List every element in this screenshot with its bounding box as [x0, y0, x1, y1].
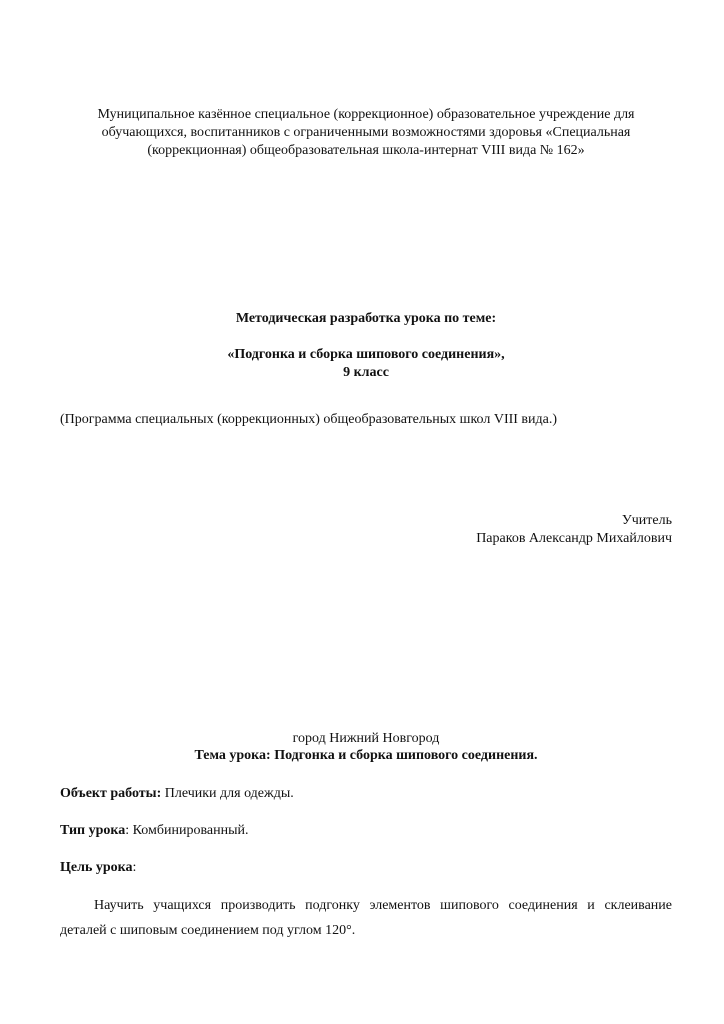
lesson-type-value: : Комбинированный. — [125, 823, 249, 838]
program-note — [60, 411, 672, 429]
goal-line-1 — [60, 893, 672, 918]
teacher-block — [60, 512, 672, 548]
city-text: город Нижний Новгород — [292, 731, 440, 746]
object-label: Объект работы: — [60, 786, 162, 801]
institution-line-2: обучающихся, воспитанников с ограниченными возможностями здоровья «Специальная — [101, 125, 631, 140]
institution-name — [60, 106, 672, 160]
object-value: Плечики для одежды. — [161, 786, 294, 801]
goal-line-2: деталей с шиповым соединением под углом 120°. — [60, 923, 356, 938]
teacher-name: Параков Александр Михайлович — [476, 531, 672, 546]
goal-colon: : — [132, 860, 137, 875]
city — [60, 730, 672, 748]
lesson-topic — [60, 747, 672, 765]
institution-line-1: Муниципальное казённое специальное (коррекционное) образовательное учреждение для — [97, 107, 635, 122]
title-topic-text: «Подгонка и сборка шипового соединения», — [227, 347, 505, 362]
title-grade-text: 9 класс — [343, 365, 389, 380]
lesson-type-label: Тип урока — [60, 823, 126, 838]
lesson-topic-text: Тема урока: Подгонка и сборка шипового соединения. — [194, 748, 538, 763]
object-row — [60, 785, 672, 803]
goal-line-1-text: Научить учащихся производить подгонку элементов шипового соединения и склеивание — [94, 898, 672, 913]
goal-text — [60, 893, 672, 943]
teacher-role: Учитель — [621, 513, 672, 528]
goal-row — [60, 859, 672, 877]
title-heading — [60, 310, 672, 328]
institution-line-3: (коррекционная) общеобразовательная школа-интернат VIII вида № 162» — [147, 143, 585, 158]
goal-label: Цель урока — [60, 860, 133, 875]
title-topic — [60, 346, 672, 382]
program-note-text: (Программа специальных (коррекционных) общеобразовательных школ VIII вида.) — [60, 412, 558, 427]
lesson-type-row — [60, 822, 672, 840]
title-heading-text: Методическая разработка урока по теме: — [235, 311, 497, 326]
